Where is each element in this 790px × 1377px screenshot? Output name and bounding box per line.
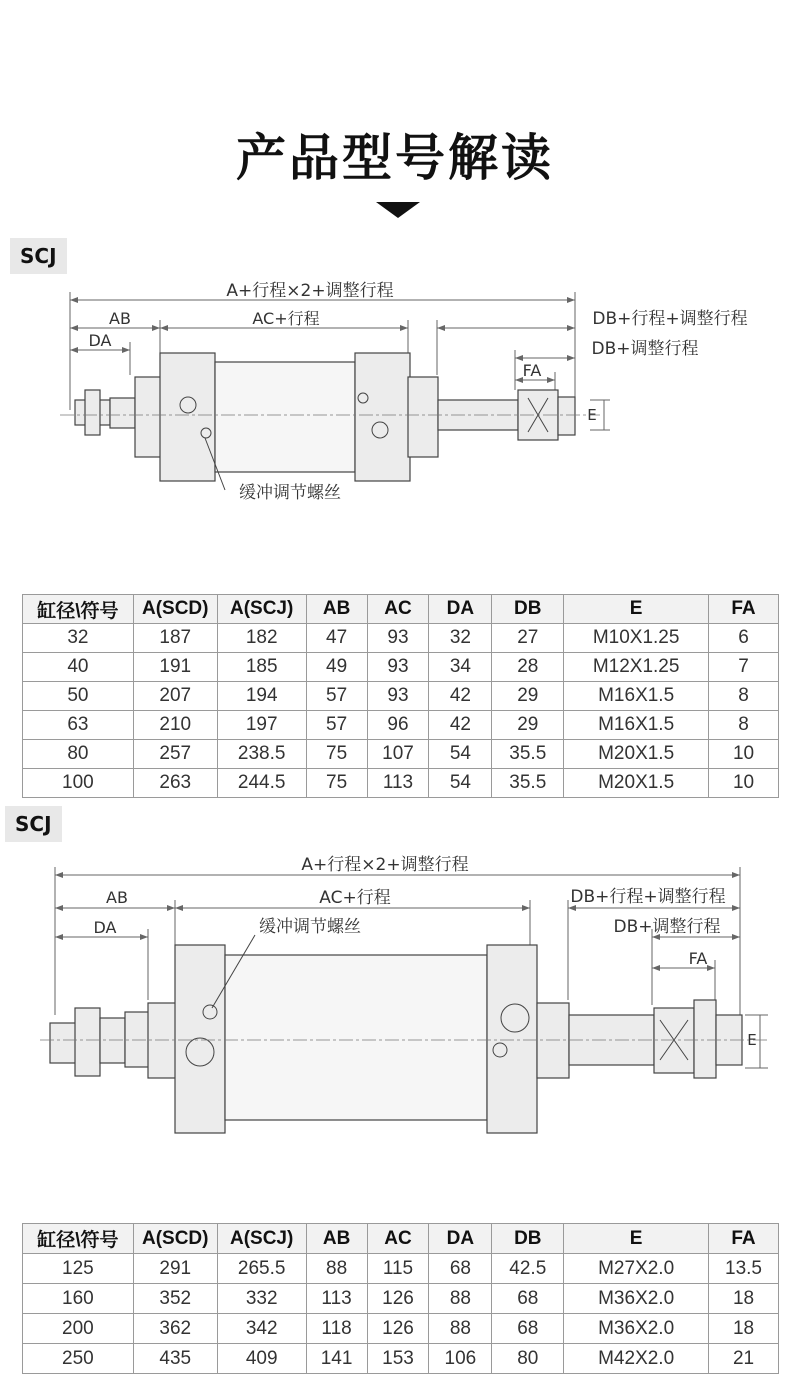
table-row [23, 769, 779, 798]
page-title: 产品型号解读 [236, 129, 554, 187]
table-cell: 42 [429, 711, 492, 740]
table-cell: 7 [709, 653, 779, 682]
table-cell: M20X1.5 [564, 740, 709, 769]
dim-db-full: DB+行程+调整行程 [570, 887, 726, 907]
table-cell: 160 [23, 1284, 134, 1314]
table-cell: 10 [709, 740, 779, 769]
table-cell: 42 [429, 682, 492, 711]
table-cell: 126 [367, 1284, 429, 1314]
table-cell: 115 [367, 1254, 429, 1284]
cylinder-diagram-2 [0, 840, 790, 1160]
table-cell: 106 [429, 1344, 492, 1374]
dim-da: DA [93, 918, 117, 937]
table-cell: 362 [133, 1314, 217, 1344]
table-cell: 113 [367, 769, 429, 798]
dim-e: E [587, 406, 597, 424]
table-cell: 93 [367, 653, 429, 682]
table-row [23, 624, 779, 653]
table-cell: 265.5 [217, 1254, 306, 1284]
table-row [23, 1284, 779, 1314]
table-cell: 194 [217, 682, 306, 711]
table-cell: M10X1.25 [564, 624, 709, 653]
dim-ac: AC+行程 [252, 309, 320, 328]
table-row [23, 1314, 779, 1344]
table-cell: 27 [492, 624, 564, 653]
dim-e: E [747, 1031, 757, 1049]
dim-da: DA [88, 331, 112, 350]
header-cell: DB [492, 1224, 564, 1254]
dim-db-adj: DB+调整行程 [613, 917, 721, 937]
table-cell: 10 [709, 769, 779, 798]
table-cell: 34 [429, 653, 492, 682]
dim-db-full: DB+行程+调整行程 [592, 309, 748, 329]
table-cell: 182 [217, 624, 306, 653]
section-label: SCJ [5, 806, 62, 842]
table-cell: M20X1.5 [564, 769, 709, 798]
table-cell: M36X2.0 [564, 1284, 709, 1314]
table-cell: M16X1.5 [564, 682, 709, 711]
header-cell: FA [709, 1224, 779, 1254]
table-cell: M36X2.0 [564, 1314, 709, 1344]
table-cell: 332 [217, 1284, 306, 1314]
spec-table-2 [22, 1223, 779, 1374]
table-cell: 21 [709, 1344, 779, 1374]
dim-fa: FA [688, 949, 708, 968]
dim-ac: AC+行程 [319, 888, 391, 908]
dim-total: A+行程×2+调整行程 [301, 855, 469, 875]
cushion-screw-label: 缓冲调节螺丝 [259, 917, 361, 937]
dim-db-adj: DB+调整行程 [591, 339, 699, 359]
table-cell: 80 [492, 1344, 564, 1374]
table-cell: 118 [306, 1314, 367, 1344]
table-cell: 68 [429, 1254, 492, 1284]
table-cell: 88 [306, 1254, 367, 1284]
table-cell: 63 [23, 711, 134, 740]
table-cell: 68 [492, 1314, 564, 1344]
table-cell: 207 [133, 682, 217, 711]
table-cell: 8 [709, 682, 779, 711]
table-cell: 263 [133, 769, 217, 798]
table-cell: 54 [429, 769, 492, 798]
table-cell: 50 [23, 682, 134, 711]
table-row [23, 740, 779, 769]
dim-fa: FA [522, 361, 542, 380]
dim-ab: AB [106, 888, 128, 907]
table-cell: M16X1.5 [564, 711, 709, 740]
table-header-row [23, 595, 779, 624]
table-cell: 113 [306, 1284, 367, 1314]
table-cell: 18 [709, 1284, 779, 1314]
table-cell: 153 [367, 1344, 429, 1374]
table-cell: 32 [429, 624, 492, 653]
table-cell: 191 [133, 653, 217, 682]
table-cell: 8 [709, 711, 779, 740]
table-cell: 435 [133, 1344, 217, 1374]
table-cell: 6 [709, 624, 779, 653]
table-cell: 238.5 [217, 740, 306, 769]
table-cell: 93 [367, 682, 429, 711]
table-row [23, 711, 779, 740]
table-cell: 29 [492, 682, 564, 711]
table-cell: 342 [217, 1314, 306, 1344]
table-cell: 54 [429, 740, 492, 769]
table-cell: 35.5 [492, 769, 564, 798]
table-cell: 210 [133, 711, 217, 740]
header-cell: E [564, 595, 709, 624]
header-cell: A(SCJ) [217, 595, 306, 624]
table-cell: 409 [217, 1344, 306, 1374]
table-cell: 107 [367, 740, 429, 769]
table-cell: 291 [133, 1254, 217, 1284]
table-cell: 75 [306, 769, 367, 798]
table-cell: 100 [23, 769, 134, 798]
header-cell: 缸径\符号 [23, 1224, 134, 1254]
table-cell: M27X2.0 [564, 1254, 709, 1284]
table-cell: 88 [429, 1284, 492, 1314]
table-cell: 200 [23, 1314, 134, 1344]
section-label: SCJ [10, 238, 67, 274]
table-cell: 96 [367, 711, 429, 740]
table-cell: 68 [492, 1284, 564, 1314]
table-header-row [23, 1224, 779, 1254]
down-arrow-icon [376, 202, 420, 218]
header-cell: DA [429, 595, 492, 624]
header-cell: AC [367, 595, 429, 624]
table-cell: 47 [306, 624, 367, 653]
table-cell: M12X1.25 [564, 653, 709, 682]
table-cell: 93 [367, 624, 429, 653]
header-cell: AC [367, 1224, 429, 1254]
table-cell: 244.5 [217, 769, 306, 798]
table-cell: 125 [23, 1254, 134, 1284]
dim-ab: AB [109, 309, 131, 328]
table-cell: 250 [23, 1344, 134, 1374]
header-cell: AB [306, 1224, 367, 1254]
header-cell: DA [429, 1224, 492, 1254]
dim-total: A+行程×2+调整行程 [226, 281, 394, 301]
table-cell: 49 [306, 653, 367, 682]
cushion-screw-label: 缓冲调节螺丝 [239, 483, 341, 503]
header-cell: A(SCD) [133, 1224, 217, 1254]
table-cell: 197 [217, 711, 306, 740]
header-cell: A(SCJ) [217, 1224, 306, 1254]
table-cell: 126 [367, 1314, 429, 1344]
spec-table-1 [22, 594, 779, 798]
table-cell: 42.5 [492, 1254, 564, 1284]
table-cell: 185 [217, 653, 306, 682]
table-cell: 18 [709, 1314, 779, 1344]
table-cell: 35.5 [492, 740, 564, 769]
table-cell: 13.5 [709, 1254, 779, 1284]
table-row [23, 682, 779, 711]
table-cell: 75 [306, 740, 367, 769]
table-cell: 257 [133, 740, 217, 769]
table-cell: 40 [23, 653, 134, 682]
table-cell: 57 [306, 711, 367, 740]
table-cell: 28 [492, 653, 564, 682]
table-cell: 141 [306, 1344, 367, 1374]
table-cell: 29 [492, 711, 564, 740]
header-cell: 缸径\符号 [23, 595, 134, 624]
header-cell: DB [492, 595, 564, 624]
header-cell: E [564, 1224, 709, 1254]
table-cell: 187 [133, 624, 217, 653]
cylinder-diagram-1 [0, 270, 790, 520]
header-cell: FA [709, 595, 779, 624]
table-cell: 80 [23, 740, 134, 769]
table-cell: M42X2.0 [564, 1344, 709, 1374]
table-cell: 88 [429, 1314, 492, 1344]
table-cell: 32 [23, 624, 134, 653]
table-row [23, 1254, 779, 1284]
table-row [23, 1344, 779, 1374]
table-row [23, 653, 779, 682]
table-cell: 57 [306, 682, 367, 711]
header-cell: A(SCD) [133, 595, 217, 624]
header-cell: AB [306, 595, 367, 624]
table-cell: 352 [133, 1284, 217, 1314]
